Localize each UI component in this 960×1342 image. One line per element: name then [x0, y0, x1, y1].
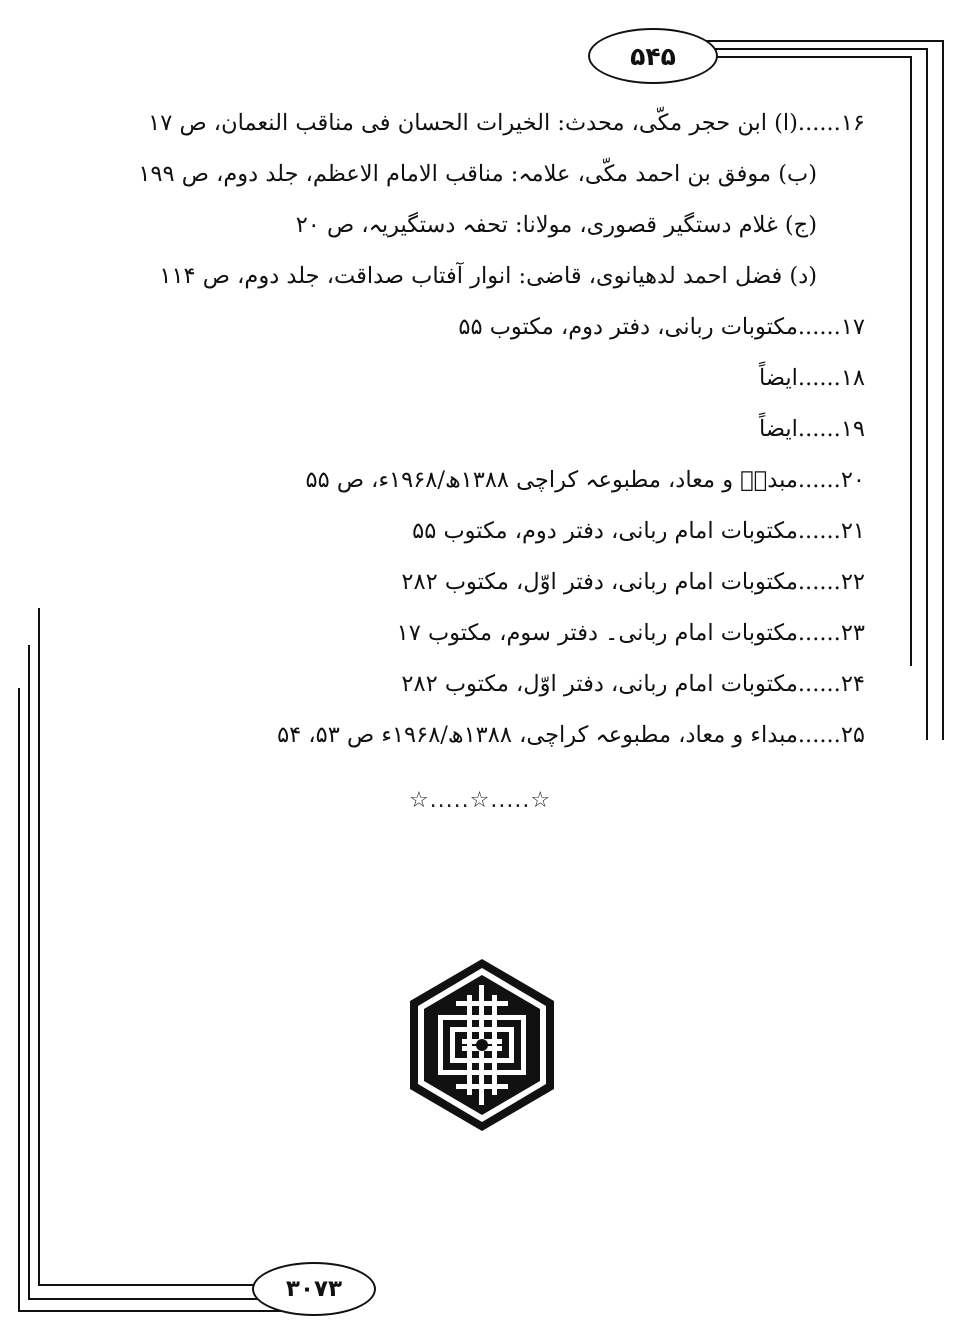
page-number-top: ۵۴۵: [588, 28, 718, 84]
footnote-16-c: (ج) غلام دستگیر قصوری، مولانا: تحفہ دستگیریہ، ص ۲۰: [295, 212, 817, 238]
footnote-17: ۱۷......مکتوبات ربانی، دفتر دوم، مکتوب ۵۵: [458, 314, 865, 340]
footnote-20: ۲۰......مبداؑ و معاد، مطبوعہ کراچی ۱۳۸۸ھ/۱۹۶۸ء، ص ۵۵: [305, 467, 865, 493]
footnote-16: ۱۶......(ا) ابن حجر مکّی، محدث: الخیرات الحسان فی مناقب النعمان، ص ۱۷: [148, 110, 865, 136]
footnote-16-d: (د) فضل احمد لدھیانوی، قاضی: انوار آفتاب صداقت، جلد دوم، ص ۱۱۴: [159, 263, 817, 289]
footnote-18: ۱۸......ایضاً: [759, 365, 865, 391]
footnote-22: ۲۲......مکتوبات امام ربانی، دفتر اوّل، مکتوب ۲۸۲: [401, 569, 865, 595]
footnote-23: ۲۳......مکتوبات امام ربانی۔ دفتر سوم، مکتوب ۱۷: [396, 620, 865, 646]
footnote-16-b: (ب) موفق بن احمد مکّی، علامہ: مناقب الامام الاعظم، جلد دوم، ص ۱۹۹: [138, 161, 817, 187]
footnote-24: ۲۴......مکتوبات امام ربانی، دفتر اوّل، مکتوب ۲۸۲: [401, 671, 865, 697]
footnote-25: ۲۵......مبداء و معاد، مطبوعہ کراچی، ۱۳۸۸ھ/۱۹۶۸ء ص ۵۳، ۵۴: [277, 722, 865, 748]
footnote-21: ۲۱......مکتوبات امام ربانی، دفتر دوم، مکتوب ۵۵: [412, 518, 865, 544]
hexagonal-knot-ornament-icon: [404, 955, 560, 1135]
footnote-19: ۱۹......ایضاً: [759, 416, 865, 442]
star-divider: ☆.....☆.....☆: [408, 788, 552, 813]
page-number-bottom: ۳۰۷۳: [252, 1262, 376, 1316]
footnotes-list: [138, 98, 865, 761]
